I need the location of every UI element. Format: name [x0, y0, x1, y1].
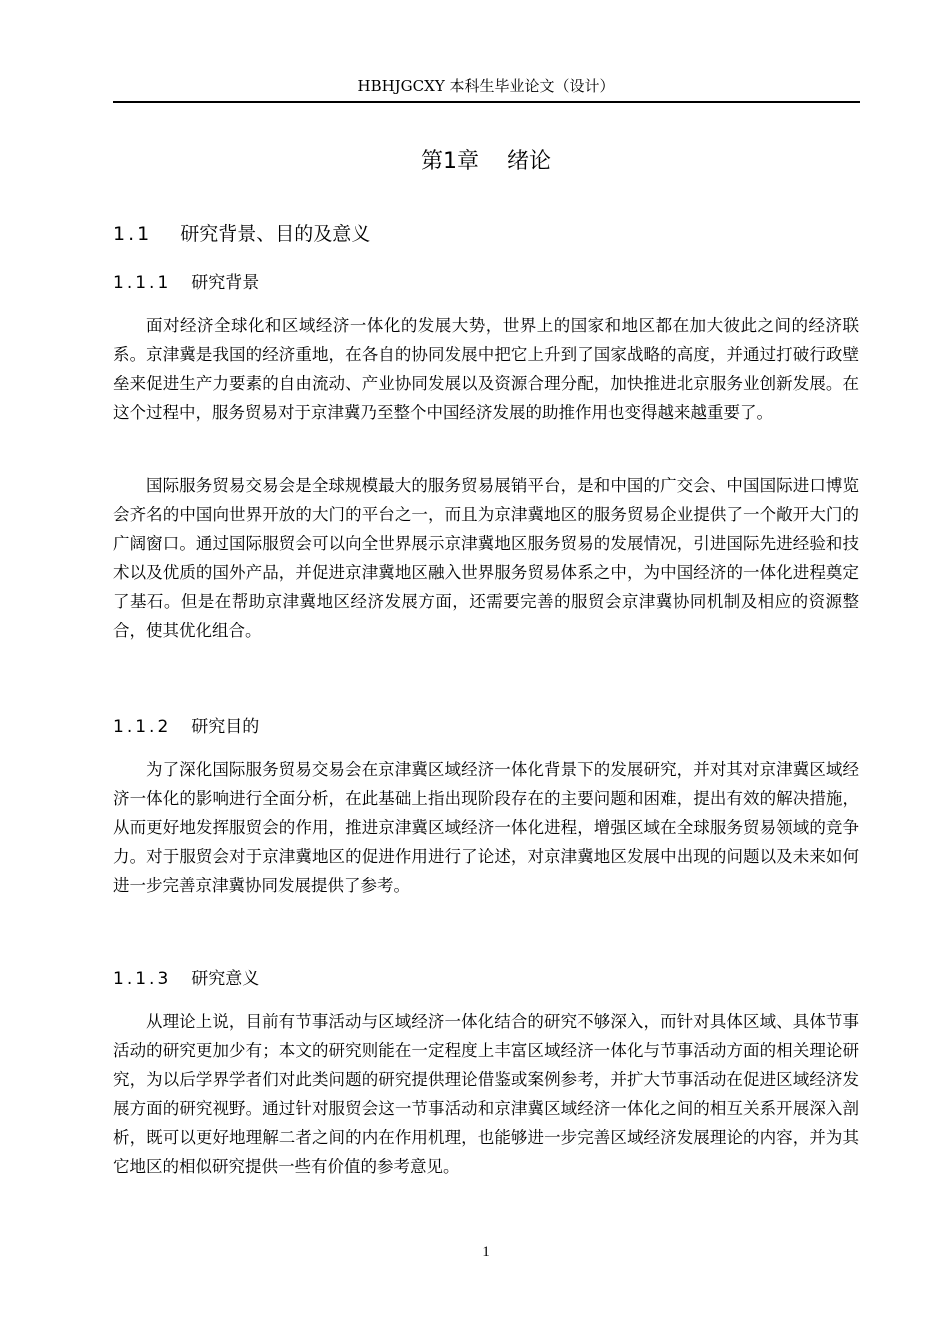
section-number: 1.1 [113, 223, 153, 245]
paragraph: 为了深化国际服务贸易交易会在京津冀区域经济一体化背景下的发展研究，并对其对京津冀区域经济一体化的影响进行全面分析，在此基础上指出现阶段存在的主要问题和困难，提出有效的解决措施，从而更好地发挥服贸会的作用，推进京津冀区域经济一体化进程，增强区域在全球服务贸易领域的竞争力。对于服贸会对于京津冀地区的促进作用进行了论述，对京津冀地区发展中出现的问题以及未来如何进一步完善京津冀协同发展提供了参考。 [113, 760, 859, 895]
subsection-title: 研究背景 [191, 273, 260, 293]
subsection-title: 研究意义 [191, 969, 260, 989]
paragraph: 国际服务贸易交易会是全球规模最大的服务贸易展销平台，是和中国的广交会、中国国际进口博览会齐名的中国向世界开放的大门的平台之一，而且为京津冀地区的服务贸易企业提供了一个敞开大门的广阔窗口。通过国际服贸会可以向全世界展示京津冀地区服务贸易的发展情况，引进国际先进经验和技术以及优质的国外产品，并促进京津冀地区融入世界服务贸易体系之中，为中国经济的一体化进程奠定了基石。但是在帮助京津冀地区经济发展方面，还需要完善的服贸会京津冀协同机制及相应的资源整合，使其优化组合。 [113, 476, 859, 640]
subsection-number: 1.1.3 [113, 969, 172, 989]
section-heading [113, 219, 370, 249]
running-header: HBHJGCXY 本科生毕业论文（设计） [357, 77, 615, 95]
chapter-name: 绪论 [506, 149, 551, 174]
header-rule [113, 101, 860, 103]
subsection-number: 1.1.1 [113, 273, 172, 293]
subsection-title: 研究目的 [191, 717, 260, 737]
paragraph: 从理论上说，目前有节事活动与区域经济一体化结合的研究不够深入，而针对具体区域、具体节事活动的研究更加少有；本文的研究则能在一定程度上丰富区域经济一体化与节事活动方面的相关理论研究，为以后学界学者们对此类问题的研究提供理论借鉴或案例参考，并扩大节事活动在促进区域经济发展方面的研究视野。通过针对服贸会这一节事活动和京津冀区域经济一体化之间的相互关系开展深入剖析，既可以更好地理解二者之间的内在作用机理，也能够进一步完善区域经济发展理论的内容，并为其它地区的相似研究提供一些有价值的参考意见。 [113, 1012, 859, 1176]
subsection-heading-significance [113, 965, 259, 993]
section-title: 研究背景、目的及意义 [180, 223, 371, 245]
subsection-number: 1.1.2 [113, 717, 172, 737]
chapter-title [113, 146, 859, 178]
subsection-heading-background [113, 269, 259, 297]
page-number: 1 [482, 1244, 490, 1260]
chapter-number: 第1章 [420, 149, 479, 174]
paragraph: 面对经济全球化和区域经济一体化的发展大势，世界上的国家和地区都在加大彼此之间的经济联系。京津冀是我国的经济重地，在各自的协同发展中把它上升到了国家战略的高度，并通过打破行政壁垒来促进生产力要素的自由流动、产业协同发展以及资源合理分配，加快推进北京服务业创新发展。在这个过程中，服务贸易对于京津冀乃至整个中国经济发展的助推作用也变得越来越重要了。 [113, 316, 859, 422]
subsection-heading-purpose [113, 713, 259, 741]
